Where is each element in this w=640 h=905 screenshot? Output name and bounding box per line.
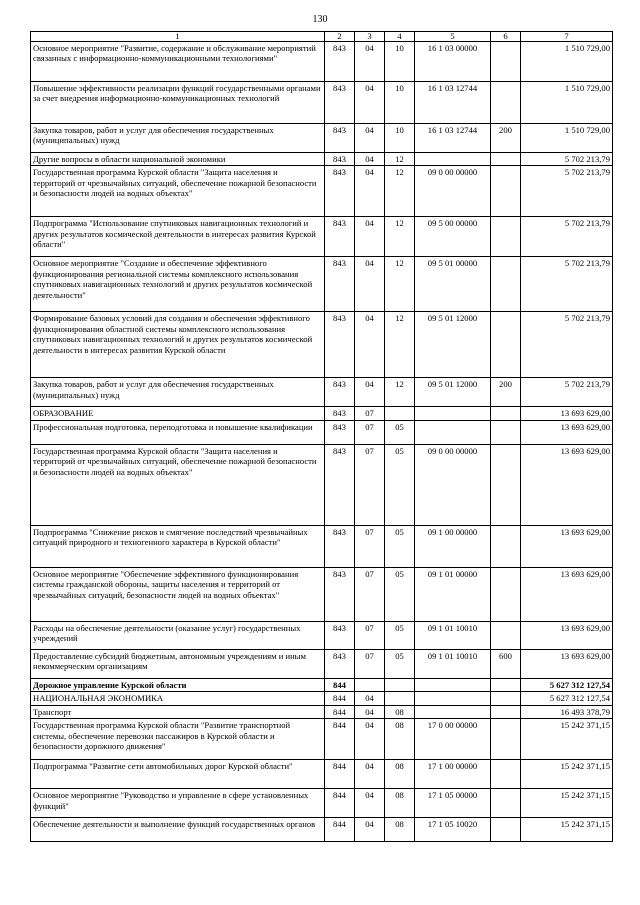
row-name-cell: Государственная программа Курской области "Защита населения и территорий от чрезвычайных ситуаций, обеспечение пожарной безопасности и безопасности людей на водных объектах" [31, 166, 325, 217]
amount-cell: 13 693 629,00 [521, 420, 613, 444]
table-row [31, 257, 613, 312]
subsection-cell: 08 [385, 705, 415, 718]
table-row [31, 42, 613, 82]
target-article-cell: 09 1 01 10010 [415, 649, 491, 678]
row-name-cell: Подпрограмма "Снижение рисков и смягчение последствий чрезвычайных ситуаций природного и техногенного характера в Курской области" [31, 525, 325, 567]
amount-cell: 16 493 378,79 [521, 705, 613, 718]
code-cell: 843 [325, 312, 355, 378]
row-name-cell: НАЦИОНАЛЬНАЯ ЭКОНОМИКА [31, 692, 325, 705]
expense-type-cell [491, 567, 521, 621]
target-article-cell [415, 153, 491, 166]
target-article-cell [415, 692, 491, 705]
amount-cell: 5 627 312 127,54 [521, 692, 613, 705]
section-cell: 04 [355, 719, 385, 760]
amount-cell: 5 702 213,79 [521, 166, 613, 217]
code-cell: 843 [325, 420, 355, 444]
row-name-cell: Закупка товаров, работ и услуг для обеспечения государственных (муниципальных) нужд [31, 378, 325, 407]
column-header: 4 [385, 32, 415, 42]
table-row [31, 312, 613, 378]
target-article-cell [415, 705, 491, 718]
subsection-cell: 08 [385, 818, 415, 842]
row-name-cell: Дорожное управление Курской области [31, 678, 325, 691]
target-article-cell: 09 5 01 12000 [415, 378, 491, 407]
row-name-cell: Закупка товаров, работ и услуг для обеспечения государственных (муниципальных) нужд [31, 124, 325, 153]
amount-cell: 15 242 371,15 [521, 789, 613, 818]
section-cell: 04 [355, 42, 385, 82]
target-article-cell: 09 1 01 10010 [415, 621, 491, 649]
code-cell: 844 [325, 678, 355, 691]
target-article-cell: 17 1 05 00000 [415, 789, 491, 818]
code-cell: 843 [325, 567, 355, 621]
column-header: 2 [325, 32, 355, 42]
amount-cell: 13 693 629,00 [521, 567, 613, 621]
amount-cell: 13 693 629,00 [521, 621, 613, 649]
expense-type-cell: 200 [491, 378, 521, 407]
subsection-cell [385, 407, 415, 420]
expense-type-cell [491, 444, 521, 525]
section-cell: 07 [355, 525, 385, 567]
subsection-cell: 12 [385, 257, 415, 312]
subsection-cell: 12 [385, 153, 415, 166]
row-name-cell: Другие вопросы в области национальной экономики [31, 153, 325, 166]
section-cell: 04 [355, 153, 385, 166]
table-row [31, 378, 613, 407]
section-cell: 07 [355, 444, 385, 525]
table-row [31, 420, 613, 444]
section-cell: 04 [355, 378, 385, 407]
amount-cell: 5 627 312 127,54 [521, 678, 613, 691]
subsection-cell: 10 [385, 82, 415, 124]
row-name-cell: Основное мероприятие "Руководство и управление в сфере установленных функций" [31, 789, 325, 818]
expense-type-cell [491, 407, 521, 420]
table-row [31, 525, 613, 567]
subsection-cell: 08 [385, 719, 415, 760]
expense-type-cell [491, 420, 521, 444]
amount-cell: 5 702 213,79 [521, 312, 613, 378]
section-cell: 04 [355, 705, 385, 718]
section-cell: 04 [355, 818, 385, 842]
expense-type-cell [491, 719, 521, 760]
code-cell: 843 [325, 525, 355, 567]
expense-type-cell [491, 705, 521, 718]
expense-type-cell [491, 525, 521, 567]
amount-cell: 5 702 213,79 [521, 217, 613, 257]
subsection-cell: 12 [385, 217, 415, 257]
table-row [31, 678, 613, 691]
expense-type-cell [491, 166, 521, 217]
amount-cell: 5 702 213,79 [521, 378, 613, 407]
budget-table [30, 31, 613, 842]
table-row [31, 567, 613, 621]
target-article-cell [415, 407, 491, 420]
table-row [31, 818, 613, 842]
row-name-cell: Предоставление субсидий бюджетным, автономным учреждениям и иным некоммерческим организациям [31, 649, 325, 678]
target-article-cell: 09 1 00 00000 [415, 525, 491, 567]
table-row [31, 789, 613, 818]
row-name-cell: Расходы на обеспечение деятельности (оказание услуг) государственных учреждений [31, 621, 325, 649]
code-cell: 843 [325, 82, 355, 124]
row-name-cell: Обеспечение деятельности и выполнение функций государственных органов [31, 818, 325, 842]
row-name-cell: Основное мероприятие "Обеспечение эффективного функционирования системы гражданской обороны, защиты населения и территорий от чрезвычайных ситуаций, безопасности людей на водных объектах" [31, 567, 325, 621]
row-name-cell: Государственная программа Курской области "Развитие транспортной системы, обеспечение перевозки пассажиров в Курской области и безопасности дорожного движения" [31, 719, 325, 760]
header-row [31, 32, 613, 42]
target-article-cell: 09 5 01 12000 [415, 312, 491, 378]
expense-type-cell [491, 692, 521, 705]
column-header: 5 [415, 32, 491, 42]
subsection-cell [385, 678, 415, 691]
target-article-cell: 09 5 00 00000 [415, 217, 491, 257]
code-cell: 843 [325, 217, 355, 257]
expense-type-cell [491, 312, 521, 378]
subsection-cell [385, 692, 415, 705]
amount-cell: 1 510 729,00 [521, 82, 613, 124]
target-article-cell: 16 1 03 12744 [415, 124, 491, 153]
section-cell: 07 [355, 420, 385, 444]
table-row [31, 166, 613, 217]
code-cell: 844 [325, 692, 355, 705]
target-article-cell [415, 420, 491, 444]
amount-cell: 5 702 213,79 [521, 153, 613, 166]
expense-type-cell [491, 789, 521, 818]
column-header: 1 [31, 32, 325, 42]
table-row [31, 705, 613, 718]
amount-cell: 15 242 371,15 [521, 818, 613, 842]
section-cell [355, 678, 385, 691]
expense-type-cell [491, 82, 521, 124]
section-cell: 07 [355, 649, 385, 678]
row-name-cell: Транспорт [31, 705, 325, 718]
amount-cell: 1 510 729,00 [521, 124, 613, 153]
section-cell: 04 [355, 760, 385, 789]
target-article-cell: 09 1 01 00000 [415, 567, 491, 621]
expense-type-cell [491, 153, 521, 166]
subsection-cell: 05 [385, 567, 415, 621]
row-name-cell: Государственная программа Курской области "Защита населения и территорий от чрезвычайных ситуаций, обеспечение пожарной безопасности и безопасности людей на водных объектах" [31, 444, 325, 525]
amount-cell: 1 510 729,00 [521, 42, 613, 82]
expense-type-cell [491, 818, 521, 842]
target-article-cell: 17 1 05 10020 [415, 818, 491, 842]
code-cell: 843 [325, 407, 355, 420]
subsection-cell: 10 [385, 42, 415, 82]
code-cell: 844 [325, 760, 355, 789]
section-cell: 04 [355, 82, 385, 124]
table-row [31, 719, 613, 760]
target-article-cell: 09 5 01 00000 [415, 257, 491, 312]
subsection-cell: 12 [385, 312, 415, 378]
target-article-cell: 17 1 00 00000 [415, 760, 491, 789]
row-name-cell: Подпрограмма "Использование спутниковых навигационных технологий и других результатов космической деятельности в интересах развития Курской области" [31, 217, 325, 257]
subsection-cell: 05 [385, 420, 415, 444]
row-name-cell: ОБРАЗОВАНИЕ [31, 407, 325, 420]
code-cell: 843 [325, 42, 355, 82]
target-article-cell: 17 0 00 00000 [415, 719, 491, 760]
target-article-cell: 09 0 00 00000 [415, 166, 491, 217]
target-article-cell: 09 0 00 00000 [415, 444, 491, 525]
code-cell: 844 [325, 719, 355, 760]
page-number: 130 [312, 14, 328, 25]
target-article-cell [415, 678, 491, 691]
column-header: 6 [491, 32, 521, 42]
row-name-cell: Основное мероприятие "Развитие, содержание и обслуживание мероприятий связанных с информационно-коммуникационными технологиями" [31, 42, 325, 82]
subsection-cell: 05 [385, 444, 415, 525]
code-cell: 843 [325, 124, 355, 153]
code-cell: 843 [325, 444, 355, 525]
code-cell: 843 [325, 378, 355, 407]
table-row [31, 217, 613, 257]
column-header: 3 [355, 32, 385, 42]
table-body [31, 42, 613, 842]
code-cell: 844 [325, 705, 355, 718]
section-cell: 04 [355, 257, 385, 312]
row-name-cell: Подпрограмма "Развитие сети автомобильных дорог Курской области" [31, 760, 325, 789]
table-row [31, 124, 613, 153]
subsection-cell: 12 [385, 166, 415, 217]
amount-cell: 13 693 629,00 [521, 407, 613, 420]
code-cell: 843 [325, 621, 355, 649]
amount-cell: 15 242 371,15 [521, 719, 613, 760]
table-row [31, 760, 613, 789]
subsection-cell: 05 [385, 525, 415, 567]
target-article-cell: 16 1 03 00000 [415, 42, 491, 82]
amount-cell: 15 242 371,15 [521, 760, 613, 789]
row-name-cell: Основное мероприятие "Создание и обеспечение эффективного функционирования региональной системы комплексного использования спутниковых навигационных технологий и других результатов космической деятельности" [31, 257, 325, 312]
column-header: 7 [521, 32, 613, 42]
expense-type-cell [491, 760, 521, 789]
expense-type-cell [491, 621, 521, 649]
table-row [31, 649, 613, 678]
code-cell: 843 [325, 166, 355, 217]
table-row [31, 153, 613, 166]
table-row [31, 692, 613, 705]
expense-type-cell [491, 257, 521, 312]
table-row [31, 82, 613, 124]
section-cell: 04 [355, 312, 385, 378]
section-cell: 04 [355, 166, 385, 217]
code-cell: 843 [325, 153, 355, 166]
subsection-cell: 08 [385, 760, 415, 789]
amount-cell: 13 693 629,00 [521, 649, 613, 678]
subsection-cell: 05 [385, 621, 415, 649]
section-cell: 07 [355, 407, 385, 420]
expense-type-cell: 200 [491, 124, 521, 153]
row-name-cell: Формирование базовых условий для создания и обеспечения эффективного функционирования областной системы комплексного использования спутниковых навигационных технологий и других результатов космической деятельности в интересах развития Курской области [31, 312, 325, 378]
subsection-cell: 05 [385, 649, 415, 678]
expense-type-cell [491, 678, 521, 691]
amount-cell: 13 693 629,00 [521, 444, 613, 525]
section-cell: 07 [355, 567, 385, 621]
code-cell: 844 [325, 789, 355, 818]
section-cell: 04 [355, 692, 385, 705]
subsection-cell: 08 [385, 789, 415, 818]
table-row [31, 444, 613, 525]
section-cell: 07 [355, 621, 385, 649]
subsection-cell: 12 [385, 378, 415, 407]
target-article-cell: 16 1 03 12744 [415, 82, 491, 124]
code-cell: 844 [325, 818, 355, 842]
row-name-cell: Повышение эффективности реализации функций государственными органами за счет внедрения информационно-коммуникационных технологий [31, 82, 325, 124]
expense-type-cell [491, 217, 521, 257]
table-row [31, 621, 613, 649]
expense-type-cell [491, 42, 521, 82]
amount-cell: 5 702 213,79 [521, 257, 613, 312]
expense-type-cell: 600 [491, 649, 521, 678]
section-cell: 04 [355, 789, 385, 818]
row-name-cell: Профессиональная подготовка, переподготовка и повышение квалификации [31, 420, 325, 444]
section-cell: 04 [355, 217, 385, 257]
subsection-cell: 10 [385, 124, 415, 153]
code-cell: 843 [325, 257, 355, 312]
section-cell: 04 [355, 124, 385, 153]
amount-cell: 13 693 629,00 [521, 525, 613, 567]
table-row [31, 407, 613, 420]
code-cell: 843 [325, 649, 355, 678]
